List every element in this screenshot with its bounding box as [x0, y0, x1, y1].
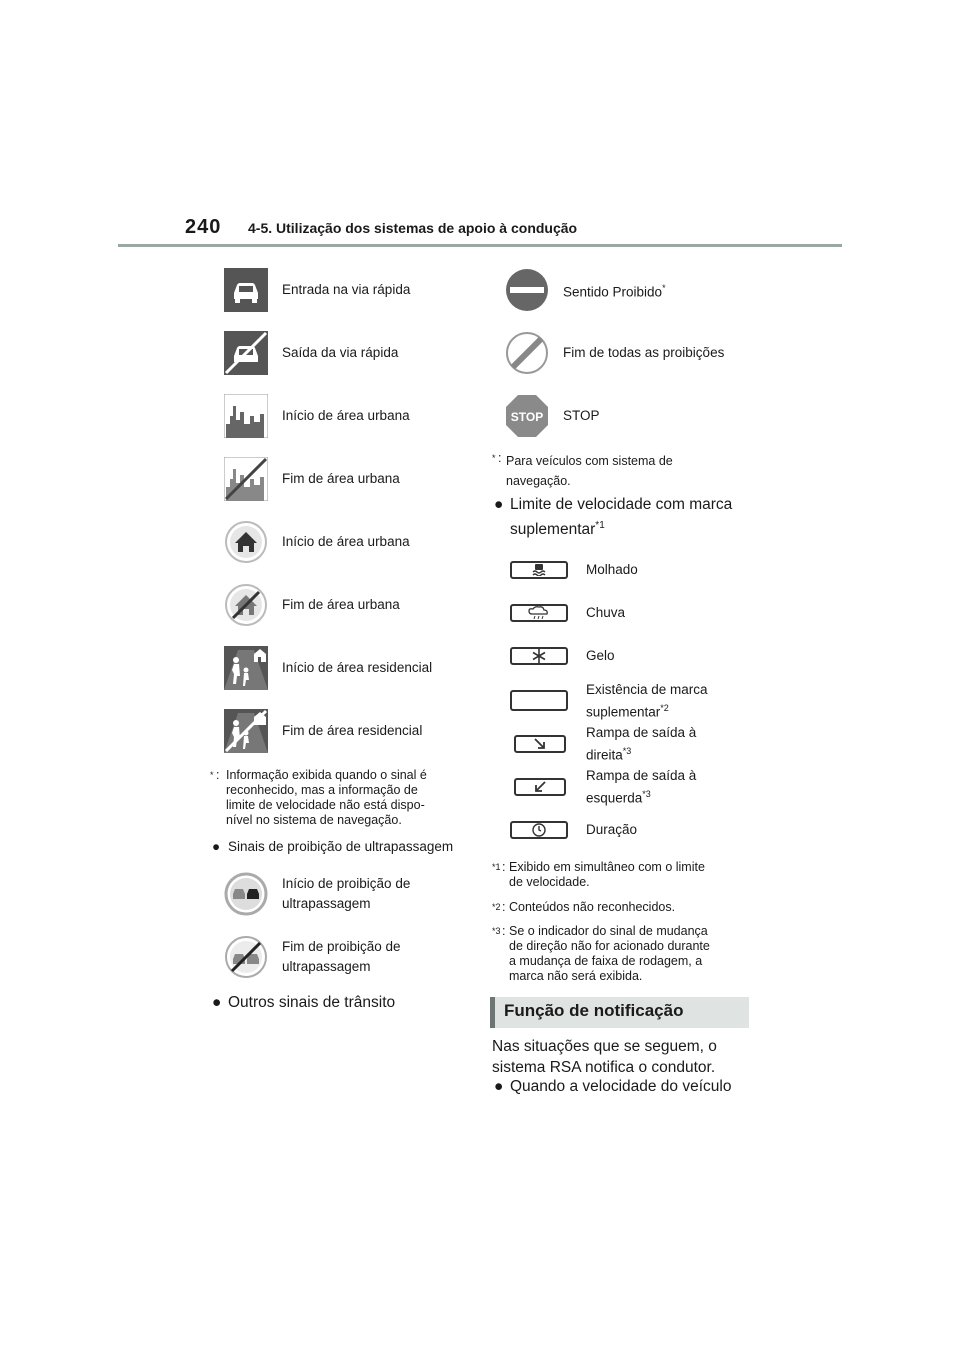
sign-row — [505, 394, 600, 438]
sign-row — [224, 520, 410, 564]
footnote-line: limite de velocidade não está dispo- — [226, 798, 425, 812]
section-heading: Função de notificação — [504, 1001, 684, 1020]
stop-sign-text: STOP — [510, 410, 544, 424]
bullet-icon: ● — [494, 1078, 504, 1095]
footnote-marker: * — [210, 770, 214, 780]
plate-row — [514, 766, 696, 808]
other-signs-heading: ● Outros sinais de trânsito — [212, 994, 396, 1011]
footnote-line: reconhecido, mas a informação de — [226, 783, 418, 797]
clock-icon — [510, 821, 568, 839]
bullet-icon: ● — [212, 839, 221, 854]
no-entry-icon — [505, 268, 549, 312]
sign-row — [224, 457, 400, 501]
plate-row — [510, 680, 708, 722]
plate-footnote: *2 : Conteúdos não reconhecidos. — [492, 900, 676, 914]
sign-label: Fim de área urbana — [282, 471, 400, 486]
speed-limit-heading: ● Limite de velocidade com marca suplementar$^{*1}$ — [494, 496, 733, 539]
sign-label: Fim de proibição de ultrapassagem — [282, 939, 401, 974]
plate-label: Duração — [586, 822, 638, 837]
sign-row — [224, 268, 410, 312]
sign-label: Entrada na via rápida — [282, 282, 411, 297]
sign-label: Fim de área residencial — [282, 723, 423, 738]
residential-area-start-icon — [224, 646, 268, 690]
exit-right-arrow-icon — [514, 735, 566, 753]
plate-row — [510, 603, 625, 622]
plate-row — [510, 560, 638, 579]
plate-row — [510, 820, 637, 839]
plate-row — [514, 723, 696, 765]
sign-row — [505, 331, 724, 375]
blank-plate-icon — [510, 690, 568, 711]
rain-icon — [510, 604, 568, 622]
section-heading-box — [490, 997, 749, 1028]
sign-label: Fim de todas as proibições — [563, 345, 725, 360]
no-overtaking-icon — [224, 872, 268, 916]
sign-row — [224, 331, 398, 375]
sign-label: Início de área urbana — [282, 534, 410, 549]
sign-label: Fim de área urbana — [282, 597, 400, 612]
sign-label: Início de área urbana — [282, 408, 410, 423]
sign-row — [224, 646, 432, 690]
plate-label: Molhado — [586, 562, 638, 577]
plate-label: Rampa de saída à esquerda$^{*3}$ — [586, 768, 697, 806]
sign-label: Saída da via rápida — [282, 345, 399, 360]
motorway-entry-icon — [224, 268, 268, 312]
plate-label: Chuva — [586, 605, 626, 620]
bullet-icon: ● — [494, 496, 504, 513]
residential-area-end-icon — [224, 709, 268, 753]
header-rule — [118, 244, 842, 247]
snowflake-icon — [510, 647, 568, 665]
notification-paragraph: Nas situações que se seguem, o sistema RSA notifica o condutor. — [492, 1038, 717, 1076]
notification-bullet: ● Quando a velocidade do veículo — [494, 1078, 732, 1095]
plate-row — [510, 646, 615, 665]
stop-sign-icon — [505, 394, 549, 438]
sign-row — [224, 709, 422, 753]
urban-area-start-icon — [224, 394, 268, 438]
plate-label: Rampa de saída à direita$^{*3}$ — [586, 725, 697, 763]
sign-label: STOP — [563, 408, 600, 423]
sign-label: Início de área residencial — [282, 660, 433, 675]
sign-row — [505, 268, 666, 312]
right-footnote: * : Para veículos com sistema de navegação. — [492, 451, 673, 488]
bullet-icon: ● — [212, 994, 222, 1011]
plate-footnote: *1 : Exibido em simultâneo com o limite de velocidade. — [492, 860, 705, 889]
plate-label: Existência de marca suplementar$^{*2}$ — [586, 682, 708, 720]
end-all-restrictions-icon — [505, 331, 549, 375]
section-title: 4-5. Utilização dos sistemas de apoio à condução — [248, 220, 578, 236]
sign-row — [224, 583, 400, 627]
end-no-overtaking-icon — [224, 935, 268, 979]
page-number: 240 — [185, 216, 222, 238]
left-footnote: * : Informação exibida quando o sinal é reconhecido, mas a informação de limite de velocidade não está dispo- nível no sistema de navegação. — [210, 768, 470, 828]
sign-row — [224, 872, 410, 916]
sign-label: Início de proibição de ultrapassagem — [282, 876, 411, 911]
footnote-line: nível no sistema de navegação. — [226, 813, 402, 827]
footnote-line: Informação exibida quando o sinal é — [226, 768, 427, 782]
plate-label: Gelo — [586, 648, 615, 663]
exit-left-arrow-icon — [514, 778, 566, 796]
section-heading-bar — [490, 997, 495, 1028]
overtaking-heading: ● Sinais de proibição de ultrapassagem — [212, 836, 453, 857]
urban-house-start-icon — [224, 520, 268, 564]
sign-label: Sentido Proibido* — [563, 282, 666, 300]
sign-row — [224, 935, 401, 979]
sign-row — [224, 394, 410, 438]
urban-area-end-icon — [224, 457, 268, 501]
urban-house-end-icon — [224, 583, 268, 627]
plate-footnote: *3 : Se o indicador do sinal de mudança de direção não for acionado durante a mudança de faixa de rodagem, a marca não será exibida. — [492, 924, 710, 983]
motorway-exit-icon — [224, 331, 268, 375]
wet-road-icon — [510, 561, 568, 579]
